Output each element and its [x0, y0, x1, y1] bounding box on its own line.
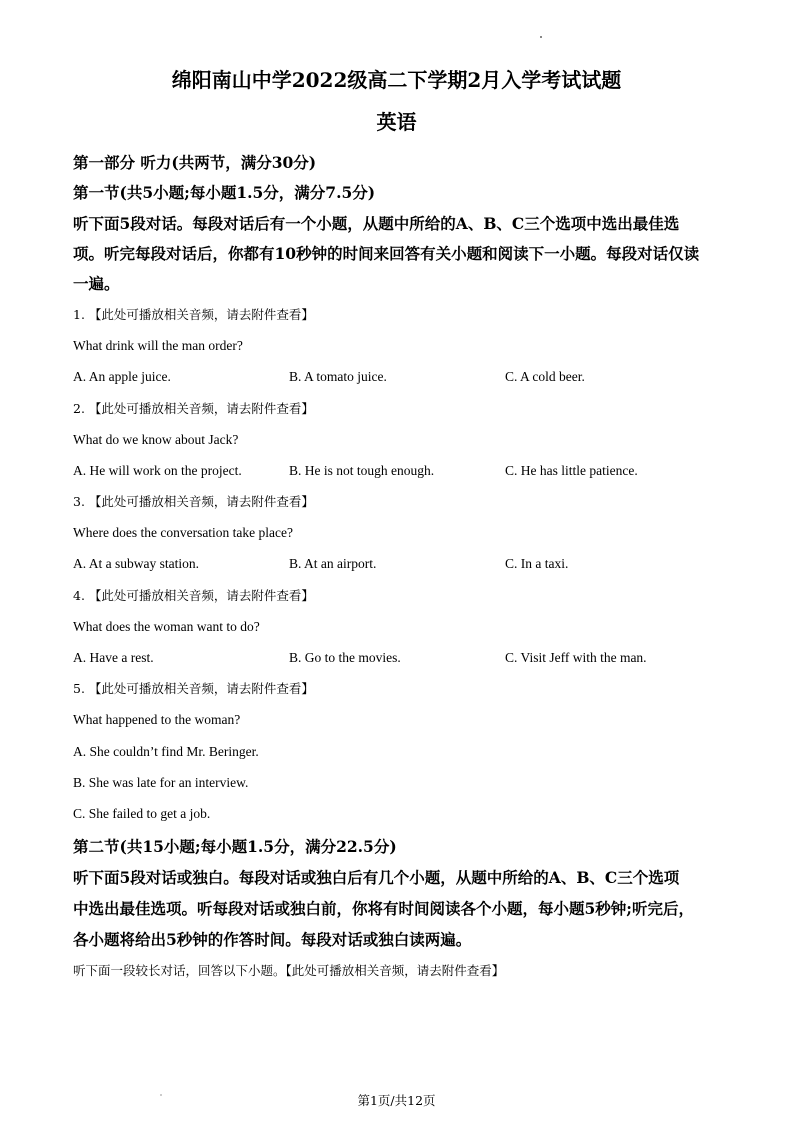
question-5-option-a[interactable]: A. She couldn’t find Mr. Beringer.	[73, 744, 259, 759]
question-2-audio-label[interactable]: 2. 【此处可播放相关音频，请去附件查看】	[73, 401, 314, 416]
question-5-audio-label[interactable]: 5. 【此处可播放相关音频，请去附件查看】	[73, 681, 314, 696]
question-3-option-a[interactable]: A. At a subway station.	[73, 556, 199, 571]
subject-title: 英语	[376, 110, 417, 134]
section2-instruction-line3: 各小题将给出5秒钟的作答时间。每段对话或独白读两遍。	[73, 930, 472, 949]
section1-instruction-line3: 一遍。	[73, 274, 120, 293]
section1-heading: 第一节(共5小题;每小题1.5分，满分7.5分)	[73, 183, 376, 202]
exam-title: 绵阳南山中学2022级高二下学期2月入学考试试题	[171, 68, 622, 92]
section2-audio-note[interactable]: 听下面一段较长对话，回答以下小题。【此处可播放相关音频，请去附件查看】	[73, 963, 505, 978]
section1-instruction-line2: 项。听完每段对话后，你都有10秒钟的时间来回答有关小题和阅读下一小题。每段对话仅读	[73, 244, 700, 263]
question-5-stem: What happened to the woman?	[73, 712, 241, 727]
question-2-option-b[interactable]: B. He is not tough enough.	[289, 463, 435, 478]
question-1-stem: What drink will the man order?	[73, 338, 243, 353]
section2-instruction-line2: 中选出最佳选项。听每段对话或独白前，你将有时间阅读各个小题，每小题5秒钟;听完后，	[73, 899, 695, 918]
section1-instruction-line1: 听下面5段对话。每段对话后有一个小题，从题中所给的A、B、C三个选项中选出最佳选	[73, 214, 680, 233]
question-4-option-b[interactable]: B. Go to the movies.	[289, 650, 401, 665]
section2-instruction-line1: 听下面5段对话或独白。每段对话或独白后有几个小题，从题中所给的A、B、C三个选项	[73, 868, 680, 887]
question-1-option-b[interactable]: B. A tomato juice.	[289, 369, 387, 384]
decorative-dot	[540, 36, 542, 38]
page-number: 第1页/共12页	[357, 1093, 436, 1108]
question-2-stem: What do we know about Jack?	[73, 432, 239, 447]
question-3-option-b[interactable]: B. At an airport.	[289, 556, 377, 571]
question-2-option-c[interactable]: C. He has little patience.	[505, 463, 638, 478]
question-4-option-c[interactable]: C. Visit Jeff with the man.	[505, 650, 647, 665]
question-1-audio-label[interactable]: 1. 【此处可播放相关音频，请去附件查看】	[73, 307, 314, 322]
question-4-audio-label[interactable]: 4. 【此处可播放相关音频，请去附件查看】	[73, 588, 314, 603]
question-4-stem: What does the woman want to do?	[73, 619, 260, 634]
question-2-option-a[interactable]: A. He will work on the project.	[73, 463, 242, 478]
question-3-audio-label[interactable]: 3. 【此处可播放相关音频，请去附件查看】	[73, 494, 314, 509]
question-5-option-b[interactable]: B. She was late for an interview.	[73, 775, 249, 790]
section2-heading: 第二节(共15小题;每小题1.5分，满分22.5分)	[73, 837, 397, 856]
question-1-option-a[interactable]: A. An apple juice.	[73, 369, 171, 384]
question-4-option-a[interactable]: A. Have a rest.	[73, 650, 154, 665]
question-1-option-c[interactable]: C. A cold beer.	[505, 369, 585, 384]
question-3-option-c[interactable]: C. In a taxi.	[505, 556, 569, 571]
part1-heading: 第一部分 听力(共两节，满分30分)	[73, 153, 317, 172]
question-3-stem: Where does the conversation take place?	[73, 525, 294, 540]
question-5-option-c[interactable]: C. She failed to get a job.	[73, 806, 211, 821]
